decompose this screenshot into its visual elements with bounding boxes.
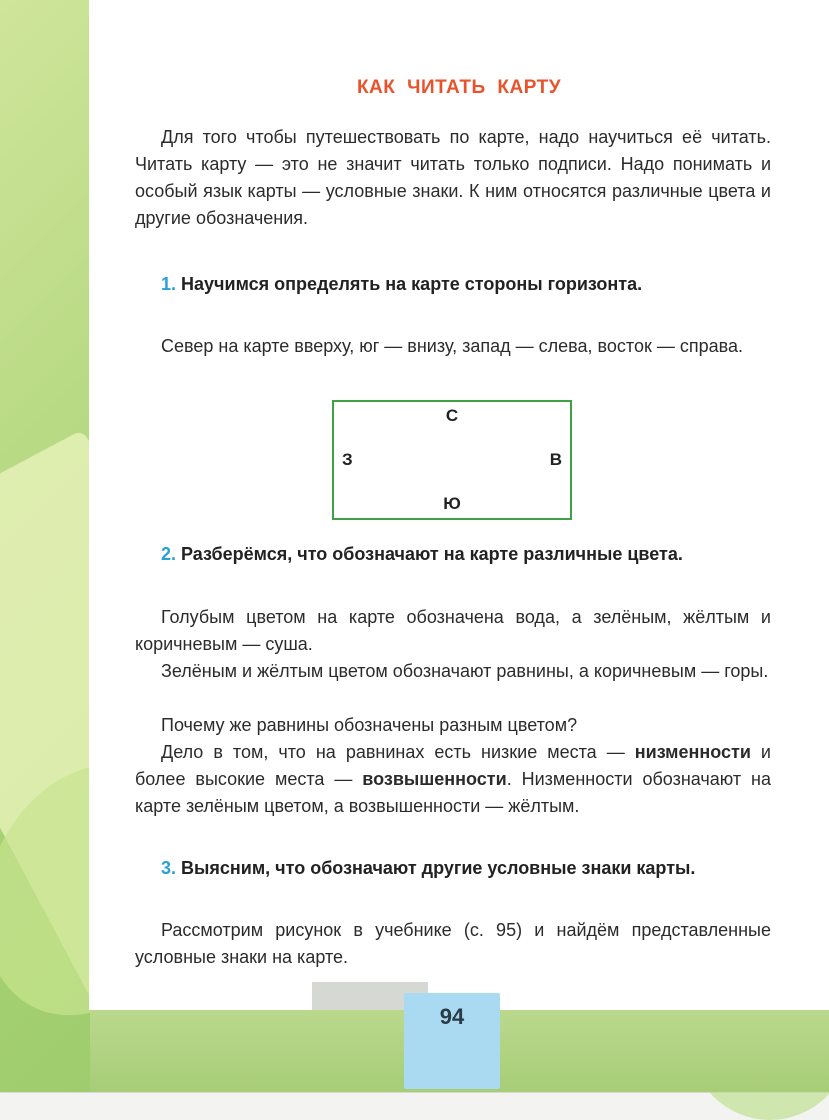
section-3-text: Рассмотрим рисунок в учебнике (с. 95) и найдём представленные условные знаки на карте. xyxy=(135,920,771,967)
section-2-paragraph-4 xyxy=(135,739,771,820)
section-3-heading xyxy=(135,855,771,882)
compass-north-label: С xyxy=(445,406,459,425)
section-2-paragraph-2: Зелёным и жёлтым цветом обозначают равнины, а коричневым — горы. xyxy=(161,661,769,681)
term-lowlands: низменности xyxy=(634,742,751,762)
compass-west-label: З xyxy=(342,450,353,469)
textbook-page xyxy=(89,0,829,1010)
p4-text-c: и более высокие места — xyxy=(135,742,771,789)
section-1-text: Север на карте вверху, юг — внизу, запад — слева, восток — справа. xyxy=(161,336,743,356)
compass-south-label: Ю xyxy=(443,494,461,513)
page-title: КАК ЧИТАТЬ КАРТУ xyxy=(356,77,562,98)
section-1-heading-text: Научимся определять на карте стороны горизонта. xyxy=(181,274,643,294)
compass-east-label: В xyxy=(549,450,562,469)
section-3-number: 3. xyxy=(161,858,177,878)
p4-text-a: Дело в том, что на равнинах есть низкие места — xyxy=(161,742,635,762)
section-2-paragraph-1: Голубым цветом на карте обозначена вода, а зелёным, жёлтым и коричневым — суша. xyxy=(135,607,771,654)
compass-diagram xyxy=(332,400,572,520)
section-2-number: 2. xyxy=(161,544,177,564)
section-1-number: 1. xyxy=(161,274,177,294)
section-2-paragraph-3: Почему же равнины обозначены разным цветом? xyxy=(161,715,578,735)
page-number: 94 xyxy=(404,993,500,1089)
section-2-heading-text: Разберёмся, что обозначают на карте различные цвета. xyxy=(181,544,683,564)
intro-paragraph: Для того чтобы путешествовать по карте, надо научиться её читать. Читать карту — это не значит читать только подписи. Надо понимать и особый язык карты — условные знаки. К ним относятся различные цвета и другие обозначения. xyxy=(135,127,771,228)
section-2-heading xyxy=(135,541,771,568)
section-3-heading-text: Выясним, что обозначают другие условные знаки карты. xyxy=(181,858,696,878)
p4-text-d: . Низменности обозначают на карте зелёным цветом, а возвышенности — жёлтым. xyxy=(135,769,772,816)
section-1-heading xyxy=(135,271,771,298)
term-uplands: возвышенности xyxy=(362,769,507,789)
